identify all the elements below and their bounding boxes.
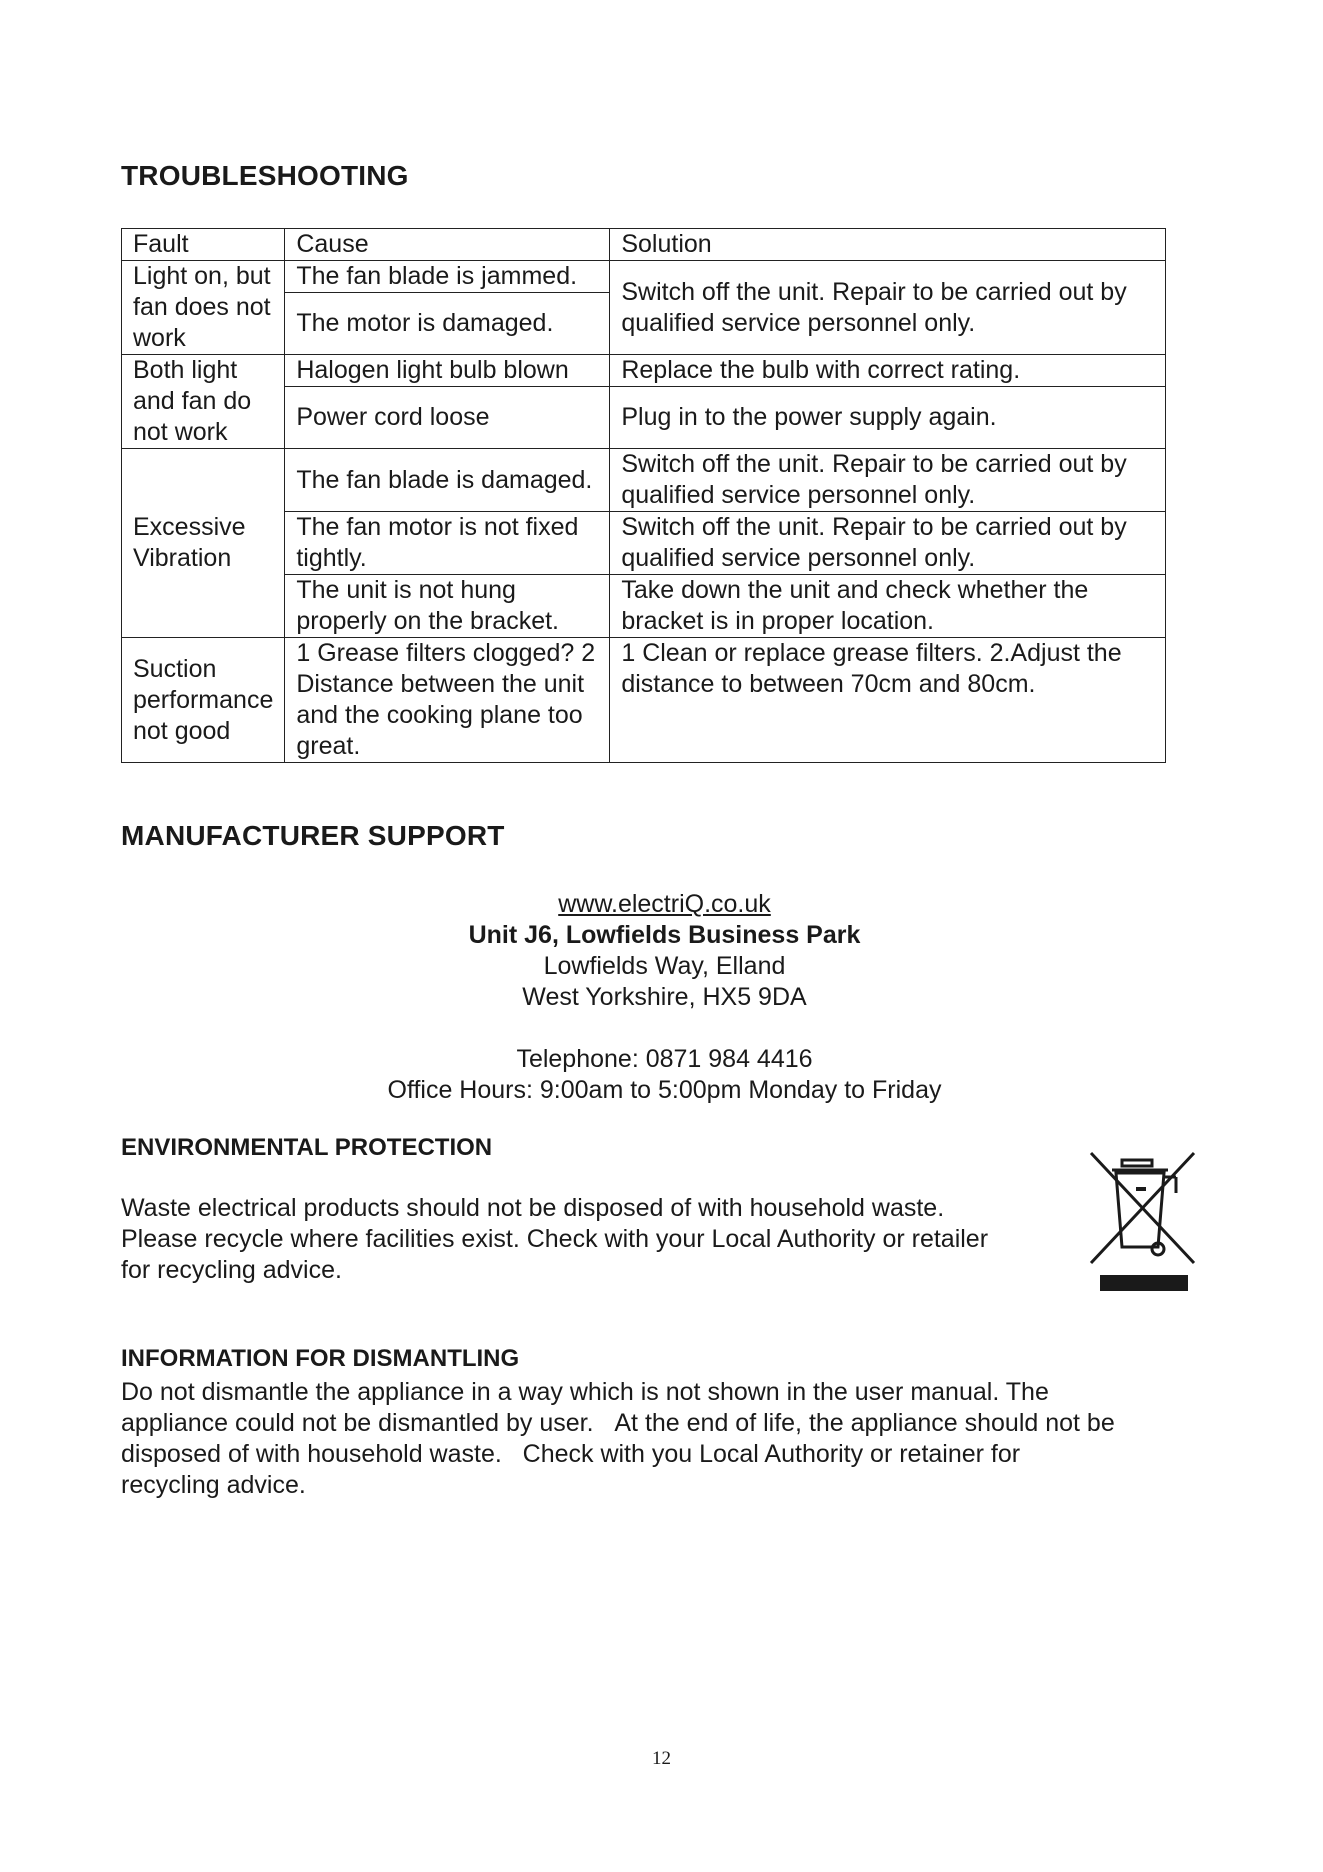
office-hours: Office Hours: 9:00am to 5:00pm Monday to Friday — [387, 1076, 942, 1104]
fault-cell: Suction performance not good — [122, 638, 285, 763]
header-cause: Cause — [285, 229, 610, 261]
environmental-line-1: Waste electrical products should not be disposed of with household waste. — [121, 1194, 945, 1222]
support-contact-block — [121, 889, 1208, 1106]
troubleshooting-table — [121, 228, 1166, 763]
table-header-row — [122, 229, 1166, 261]
troubleshooting-heading: TROUBLESHOOTING — [121, 160, 409, 191]
table-row — [122, 449, 1166, 512]
cause-cell: Power cord loose — [285, 387, 610, 449]
solution-cell: Switch off the unit. Repair to be carried out by qualified service personnel only. — [610, 261, 1166, 355]
environmental-line-2: Please recycle where facilities exist. Check with your Local Authority or retailer — [121, 1225, 989, 1253]
page-number: 12 — [652, 1748, 671, 1769]
cause-cell: The fan motor is not fixed tightly. — [285, 512, 610, 575]
solution-cell: Switch off the unit. Repair to be carried out by qualified service personnel only. — [610, 449, 1166, 512]
environmental-line-3: for recycling advice. — [121, 1256, 342, 1284]
cause-cell: The motor is damaged. — [285, 293, 610, 355]
website-link[interactable]: www.electriQ.co.uk — [558, 890, 771, 918]
cause-cell: Halogen light bulb blown — [285, 355, 610, 387]
cause-cell: The fan blade is damaged. — [285, 449, 610, 512]
dismantling-line-4: recycling advice. — [121, 1471, 306, 1499]
cause-cell: 1 Grease filters clogged? 2 Distance between the unit and the cooking plane too great. — [285, 638, 610, 763]
manufacturer-support-heading: MANUFACTURER SUPPORT — [121, 820, 505, 851]
fault-cell: Light on, but fan does not work — [122, 261, 285, 355]
dismantling-line-2: appliance could not be dismantled by user. At the end of life, the appliance should not be — [121, 1409, 1115, 1437]
address-line-2: Lowfields Way, Elland — [543, 952, 786, 980]
solution-cell: Replace the bulb with correct rating. — [610, 355, 1166, 387]
dismantling-line-3: disposed of with household waste. Check with you Local Authority or retainer for — [121, 1440, 1021, 1468]
dismantling-line-1: Do not dismantle the appliance in a way which is not shown in the user manual. The — [121, 1378, 1049, 1406]
environmental-text — [121, 1193, 988, 1286]
cause-cell: The fan blade is jammed. — [285, 261, 610, 293]
address-line-1: Unit J6, Lowfields Business Park — [468, 921, 861, 949]
solution-cell: Plug in to the power supply again. — [610, 387, 1166, 449]
table-row — [122, 261, 1166, 293]
telephone: Telephone: 0871 984 4416 — [516, 1045, 813, 1073]
solution-cell: Switch off the unit. Repair to be carried out by qualified service personnel only. — [610, 512, 1166, 575]
address-line-3: West Yorkshire, HX5 9DA — [522, 983, 807, 1011]
spacer — [121, 1013, 1208, 1044]
fault-cell: Excessive Vibration — [122, 449, 285, 638]
solution-cell: 1 Clean or replace grease filters. 2.Adjust the distance to between 70cm and 80cm. — [610, 638, 1166, 763]
header-solution: Solution — [610, 229, 1166, 261]
fault-cell: Both light and fan do not work — [122, 355, 285, 449]
dismantling-heading: INFORMATION FOR DISMANTLING — [121, 1345, 520, 1372]
environmental-protection-heading: ENVIRONMENTAL PROTECTION — [121, 1134, 493, 1161]
cause-cell: The unit is not hung properly on the bracket. — [285, 575, 610, 638]
crossed-out-wheelie-bin-icon — [1088, 1147, 1200, 1292]
table-row — [122, 638, 1166, 763]
dismantling-text — [121, 1377, 1115, 1501]
table-row — [122, 355, 1166, 387]
solution-cell: Take down the unit and check whether the bracket is in proper location. — [610, 575, 1166, 638]
header-fault: Fault — [122, 229, 285, 261]
